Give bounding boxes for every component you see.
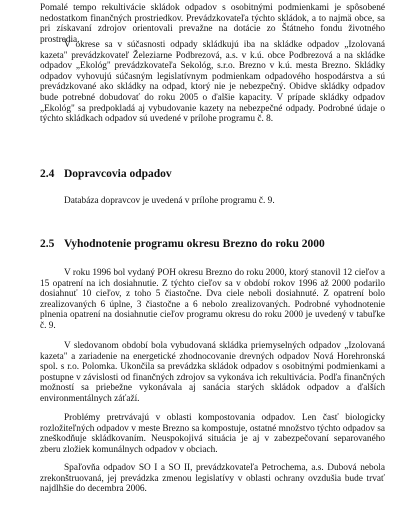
section-2-5-heading	[40, 238, 325, 251]
paragraph-sledovane-obdobie: V sledovanom období bola vybudovaná skládka priemyselných odpadov „Izolovaná kazeta" a zariadenie na energetické zhodnocovanie drevných odpadov Nová Horehronská spol. s r.o. Polomka. Ukončila sa prevádzka skládok odpadov s osobitnými podmienkami a postupne v závislosti od finančných zdrojov sa vykonáva ich rekultivácia. Podľa finančných možností sa priebežne vykonávala aj sanácia starých skládok odpadov a ďalších environmentálnych záťaží.	[40, 341, 385, 404]
section-number: 2.4	[40, 168, 55, 180]
paragraph-spalovna: Spaľovňa odpadov SO I a SO II, prevádzkovateľa Petrochema, a.s. Dubová nebola zrekonštruovaná, jej prevádzka zmenou legislatívy v oblasti ochrany ovzdušia bude trvať najdlhšie do decembra 2006.	[40, 463, 385, 495]
paragraph-vyhodnotenie-cielov: V roku 1996 bol vydaný POH okresu Brezno do roku 2000, ktorý stanovil 12 cieľov a 15 opatrení na ich dosiahnutie. Z týchto cieľov sa v období rokov 1996 až 2000 podarilo dosiahnuť 10 cieľov, z toho 5 čiastočne. Dva ciele neboli dosiahnuté. Z opatrení bolo zrealizovaných 6 úplne, 3 čiastočne a 6 nebolo zrealizovaných. Podrobné vyhodnotenie plnenia opatrení na dosiahnutie cieľov programu okresu do roku 2000 je uvedený v tabuľke č. 9.	[40, 268, 385, 331]
section-title: Dopravcovia odpadov	[64, 168, 172, 180]
paragraph-skladky-v-okrese: V okrese sa v súčasnosti odpady skládkujú iba na skládke odpadov „Izolovaná kazeta" prevádzkovateľ Železiarne Podbrezová, a.s. v k.ú. obce Podbrezová a na skládke odpadov „Ekológ" prevádzkovateľa Sekológ, s.r.o. Brezno v k.ú. mesta Brezno. Skládky odpadov vyhovujú súčasným legislatívnym podmienkam odpadového hospodárstva a sú prevádzkované ako skládky na odpad, ktorý nie je nebezpečný. Obidve skládky odpadov bude potrebné dobudovať do roku 2005 o ďalšie kapacity. V prípade skládky odpadov „Ekológ" sa predpokladá aj vybudovanie kazety na nebezpečné odpady. Podrobné údaje o týchto skládkach odpadov sú uvedené v prílohe programu č. 8.	[40, 40, 385, 125]
section-number: 2.5	[40, 238, 55, 250]
paragraph-dopravcovia: Databáza dopravcov je uvedená v prílohe programu č. 9.	[64, 196, 275, 206]
paragraph-rekultivacia: Pomalé tempo rekultivácie skládok odpadov s osobitnými podmienkami je spôsobené nedostatkom finančných prostriedkov. Prevádzkovateľa týchto skládok, a to najmä obce, sa pri získavaní zdrojov orientovali prevažne na dotácie zo Štátneho fondu životného prostredia.	[40, 3, 385, 45]
paragraph-kompostovanie: Problémy pretrvávajú v oblasti kompostovania odpadov. Len časť biologicky rozložiteľných odpadov v meste Brezno sa kompostuje, ostatné množstvo týchto odpadov sa zneškodňuje skládkovaním. Neuspokojivá situácia je aj v zabezpečovaní separovaného zberu zložiek komunálnych odpadov v obciach.	[40, 413, 385, 455]
section-title: Vyhodnotenie programu okresu Brezno do roku 2000	[64, 238, 325, 250]
section-2-4-heading	[40, 168, 172, 181]
